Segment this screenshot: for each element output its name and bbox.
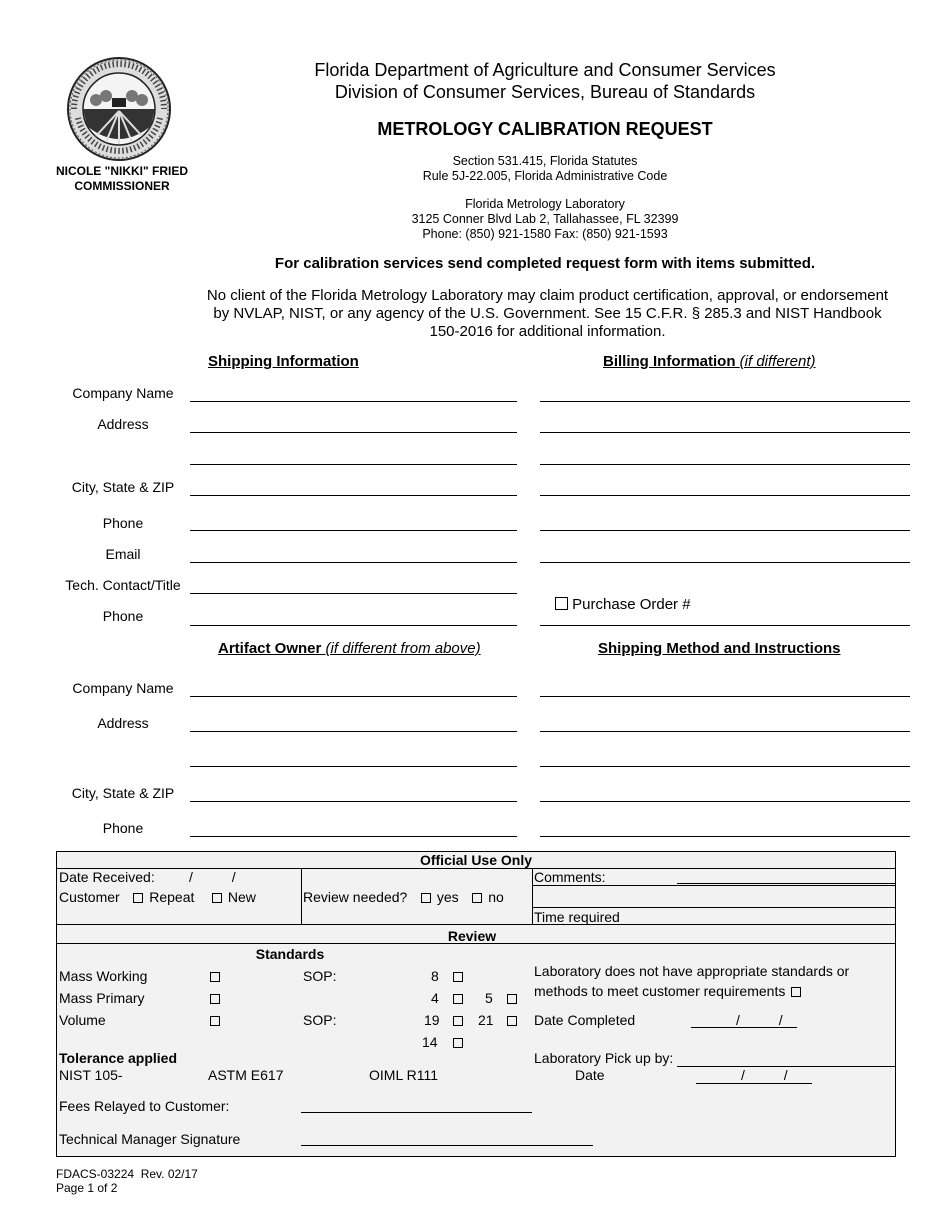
sop-5-label: 5 (485, 990, 493, 1006)
sop-8-label: 8 (431, 968, 439, 984)
review-yes-checkbox[interactable] (421, 893, 431, 903)
billing-email-field[interactable] (540, 562, 910, 563)
sop-19-label: 19 (424, 1012, 440, 1028)
date-completed-label: Date Completed (534, 1012, 636, 1028)
comments-field[interactable] (677, 883, 895, 884)
review-title: Review (447, 928, 497, 944)
purchase-order-field[interactable] (540, 625, 910, 626)
tolerance-label: Tolerance applied (59, 1050, 177, 1066)
billing-company-field[interactable] (540, 401, 910, 402)
lab-name: Florida Metrology Laboratory (465, 197, 625, 211)
purchase-order-label: Purchase Order # (572, 596, 691, 613)
review-needed-row (303, 889, 504, 905)
pickup-label: Laboratory Pick up by: (534, 1050, 674, 1066)
review-no-label: no (488, 889, 504, 905)
shipping-phone-label: Phone (102, 515, 144, 531)
artifact-city-field[interactable] (190, 801, 517, 802)
standards-title: Standards (255, 946, 325, 962)
artifact-phone-label: Phone (102, 820, 144, 836)
lab-phone: Phone: (850) 921-1580 Fax: (850) 921-1593 (422, 227, 668, 241)
tech-phone-label: Phone (102, 608, 144, 624)
lab-not-qualified-line-1: Laboratory does not have appropriate standards or (534, 963, 850, 979)
artifact-heading-note: (if different from above) (325, 640, 481, 657)
purchase-order (555, 596, 691, 613)
artifact-address-field-2[interactable] (190, 766, 517, 767)
shipping-method-heading: Shipping Method and Instructions (598, 640, 841, 657)
sop-label-1: SOP: (303, 968, 337, 984)
billing-heading: Billing Information (603, 353, 736, 370)
astm-label: ASTM E617 (208, 1067, 284, 1083)
oiml-label: OIML R111 (369, 1067, 438, 1083)
shipping-city-field[interactable] (190, 495, 517, 496)
repeat-label: Repeat (149, 889, 195, 905)
tech-contact-label: Tech. Contact/Title (65, 577, 181, 593)
artifact-city-label: City, State & ZIP (71, 785, 175, 801)
artifact-company-field[interactable] (190, 696, 517, 697)
form-title: METROLOGY CALIBRATION REQUEST (377, 119, 713, 139)
billing-address-field-2[interactable] (540, 464, 910, 465)
shipping-method-field-3[interactable] (540, 766, 910, 767)
artifact-address-field-1[interactable] (190, 731, 517, 732)
shipping-email-label: Email (105, 546, 141, 562)
comments-label: Comments: (534, 869, 606, 885)
signature-field[interactable] (301, 1145, 593, 1146)
fees-label: Fees Relayed to Customer: (59, 1098, 230, 1114)
signature-label: Technical Manager Signature (59, 1131, 241, 1147)
artifact-address-label: Address (97, 715, 149, 731)
sop-21-checkbox[interactable] (507, 1016, 517, 1026)
sop-4-checkbox[interactable] (453, 994, 463, 1004)
review-no-checkbox[interactable] (472, 893, 482, 903)
shipping-address-label: Address (97, 416, 149, 432)
lab-not-qualified-line-2: methods to meet customer requirements (534, 983, 786, 999)
new-checkbox[interactable] (212, 893, 222, 903)
tech-phone-field[interactable] (190, 625, 517, 626)
commissioner-name: NICOLE "NIKKI" FRIED (55, 164, 189, 178)
notice-line-2: by NVLAP, NIST, or any agency of the U.S. Government. See 15 C.F.R. § 285.3 and NIST Handbook (213, 305, 882, 322)
notice-line-1: No client of the Florida Metrology Laboratory may claim product certification, approval, or endorsement (206, 287, 889, 304)
review-yes-label: yes (436, 889, 459, 905)
shipping-email-field[interactable] (190, 562, 517, 563)
mass-working-label: Mass Working (59, 968, 148, 984)
mass-primary-checkbox[interactable] (210, 994, 220, 1004)
sop-8-checkbox[interactable] (453, 972, 463, 982)
artifact-company-label: Company Name (72, 680, 174, 696)
billing-phone-field[interactable] (540, 530, 910, 531)
volume-checkbox[interactable] (210, 1016, 220, 1026)
nist-label: NIST 105- (59, 1067, 123, 1083)
page-number: Page 1 of 2 (56, 1181, 118, 1195)
date-completed-field[interactable]: / / (736, 1012, 783, 1028)
shipping-address-field-2[interactable] (190, 464, 517, 465)
shipping-method-field-4[interactable] (540, 801, 910, 802)
shipping-method-field-5[interactable] (540, 836, 910, 837)
statute-ref: Section 531.415, Florida Statutes (452, 154, 638, 168)
review-needed-label: Review needed? (303, 889, 408, 905)
shipping-address-field-1[interactable] (190, 432, 517, 433)
sop-label-2: SOP: (303, 1012, 337, 1028)
mass-working-checkbox[interactable] (210, 972, 220, 982)
shipping-heading: Shipping Information (208, 353, 359, 370)
artifact-heading: Artifact Owner (218, 640, 322, 657)
shipping-city-label: City, State & ZIP (71, 479, 175, 495)
tech-contact-field[interactable] (190, 593, 517, 594)
shipping-phone-field[interactable] (190, 530, 517, 531)
shipping-company-field[interactable] (190, 401, 517, 402)
sop-14-checkbox[interactable] (453, 1038, 463, 1048)
time-required-label: Time required (534, 909, 620, 925)
sop-19-checkbox[interactable] (453, 1016, 463, 1026)
shipping-method-field-2[interactable] (540, 731, 910, 732)
volume-label: Volume (59, 1012, 106, 1028)
repeat-checkbox[interactable] (133, 893, 143, 903)
new-label: New (227, 889, 256, 905)
lab-not-qualified-checkbox[interactable] (791, 987, 801, 997)
customer-row (59, 889, 256, 905)
date-received-label: Date Received: (59, 869, 155, 885)
department-seal (66, 56, 172, 162)
billing-city-field[interactable] (540, 495, 910, 496)
shipping-method-field-1[interactable] (540, 696, 910, 697)
division-name: Division of Consumer Services, Bureau of Standards (334, 82, 756, 102)
commissioner-title: COMMISSIONER (74, 179, 170, 193)
mass-primary-label: Mass Primary (59, 990, 145, 1006)
billing-address-field-1[interactable] (540, 432, 910, 433)
sop-5-checkbox[interactable] (507, 994, 517, 1004)
sop-4-label: 4 (431, 990, 439, 1006)
official-use-section (56, 851, 896, 1157)
notice-line-3: 150-2016 for additional information. (429, 323, 666, 340)
billing-heading-note: (if different) (739, 353, 816, 370)
shipping-company-label: Company Name (72, 385, 174, 401)
form-id: FDACS-03224 Rev. 02/17 (56, 1167, 198, 1181)
date-received-field[interactable]: / / (189, 869, 236, 885)
sop-21-label: 21 (478, 1012, 494, 1028)
purchase-order-checkbox[interactable] (555, 597, 568, 610)
sop-14-label: 14 (422, 1034, 438, 1050)
fees-field[interactable] (301, 1112, 532, 1113)
pickup-date-field[interactable]: / / (741, 1067, 788, 1083)
billing-heading-wrap (603, 353, 816, 370)
artifact-heading-wrap (218, 640, 481, 657)
customer-label: Customer (59, 889, 120, 905)
lab-address: 3125 Conner Blvd Lab 2, Tallahassee, FL 32399 (411, 212, 679, 226)
pickup-date-label: Date (575, 1067, 605, 1083)
lab-not-qualified-row (534, 983, 803, 999)
artifact-phone-field[interactable] (190, 836, 517, 837)
official-title: Official Use Only (419, 852, 533, 868)
rule-ref: Rule 5J-22.005, Florida Administrative Code (422, 169, 668, 183)
notice-bold: For calibration services send completed request form with items submitted. (274, 255, 816, 272)
department-name: Florida Department of Agriculture and Consumer Services (314, 60, 776, 80)
